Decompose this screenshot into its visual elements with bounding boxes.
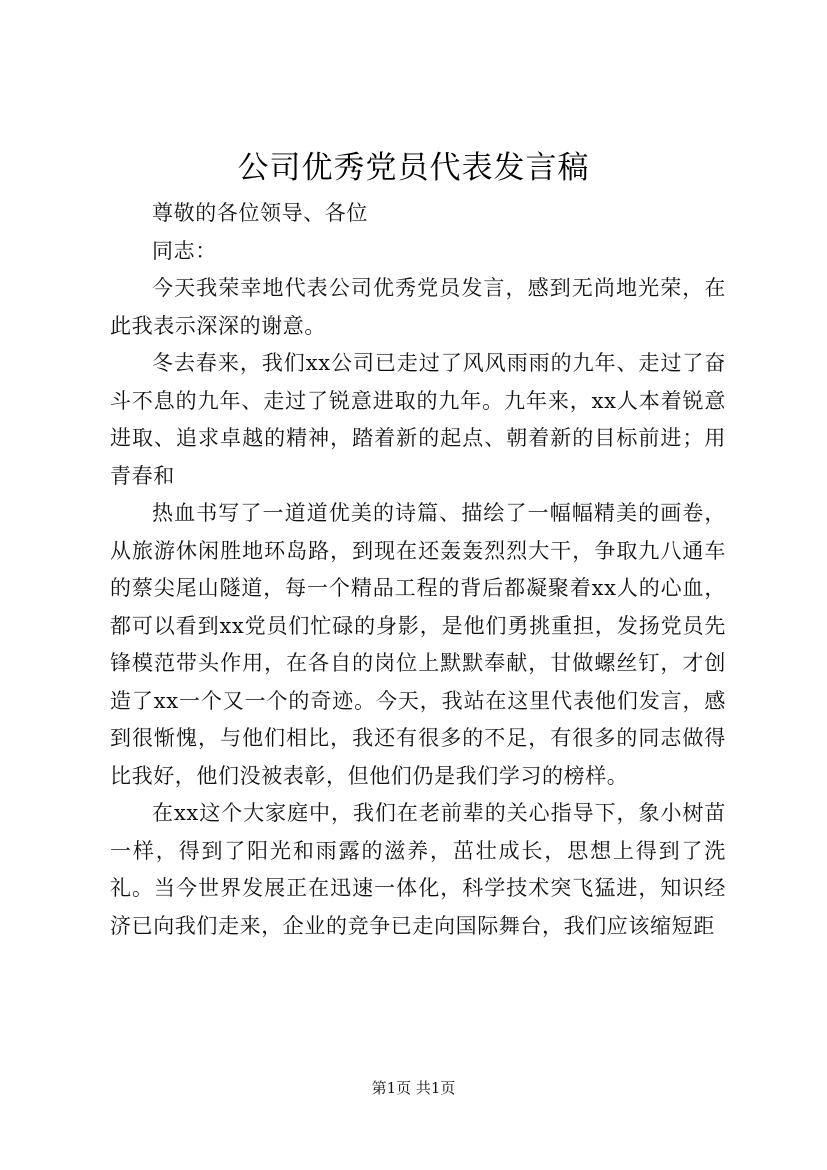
paragraph-achievements: 热血书写了一道道优美的诗篇、描绘了一幅幅精美的画卷，从旅游休闲胜地环岛路，到现在还轰轰烈烈大干，争取九八通车的蔡尖尾山隧道，每一个精品工程的背后都凝聚着xx人的心血，都可以看到xx党员们忙碌的身影，是他们勇挑重担，发扬党员先锋模范带头作用，在各自的岗位上默默奉献，甘做螺丝钉，才创造了xx一个又一个的奇迹。今天，我站在这里代表他们发言，感到很惭愧，与他们相比，我还有很多的不足，有很多的同志做得比我好，他们没被表彰，但他们仍是我们学习的榜样。 bbox=[110, 501, 726, 788]
page-footer: 第1页 共1页 bbox=[371, 1079, 456, 1097]
paragraph-salutation: 尊敬的各位领导、各位 bbox=[152, 201, 368, 225]
paragraph-opening: 今天我荣幸地代表公司优秀党员发言，感到无尚地光荣，在此我表示深深的谢意。 bbox=[110, 276, 726, 338]
paragraph-company-history: 冬去春来，我们xx公司已走过了风风雨雨的九年、走过了奋斗不息的九年、走过了锐意进取的九年。九年来，xx人本着锐意进取、追求卓越的精神，踏着新的起点、朝着新的目标前进；用青春和 bbox=[110, 351, 726, 488]
document-body bbox=[110, 195, 726, 945]
paragraph-salutation-continued: 同志： bbox=[152, 238, 217, 263]
document-title: 公司优秀党员代表发言稿 bbox=[237, 150, 590, 186]
paragraph-growth: 在xx这个大家庭中，我们在老前辈的关心指导下，象小树苗一样，得到了阳光和雨露的滋养，茁壮成长，思想上得到了洗礼。当今世界发展正在迅速一体化，科学技术突飞猛进，知识经济已向我们走来，企业的竞争已走向国际舞台，我们应该缩短距 bbox=[110, 801, 726, 938]
